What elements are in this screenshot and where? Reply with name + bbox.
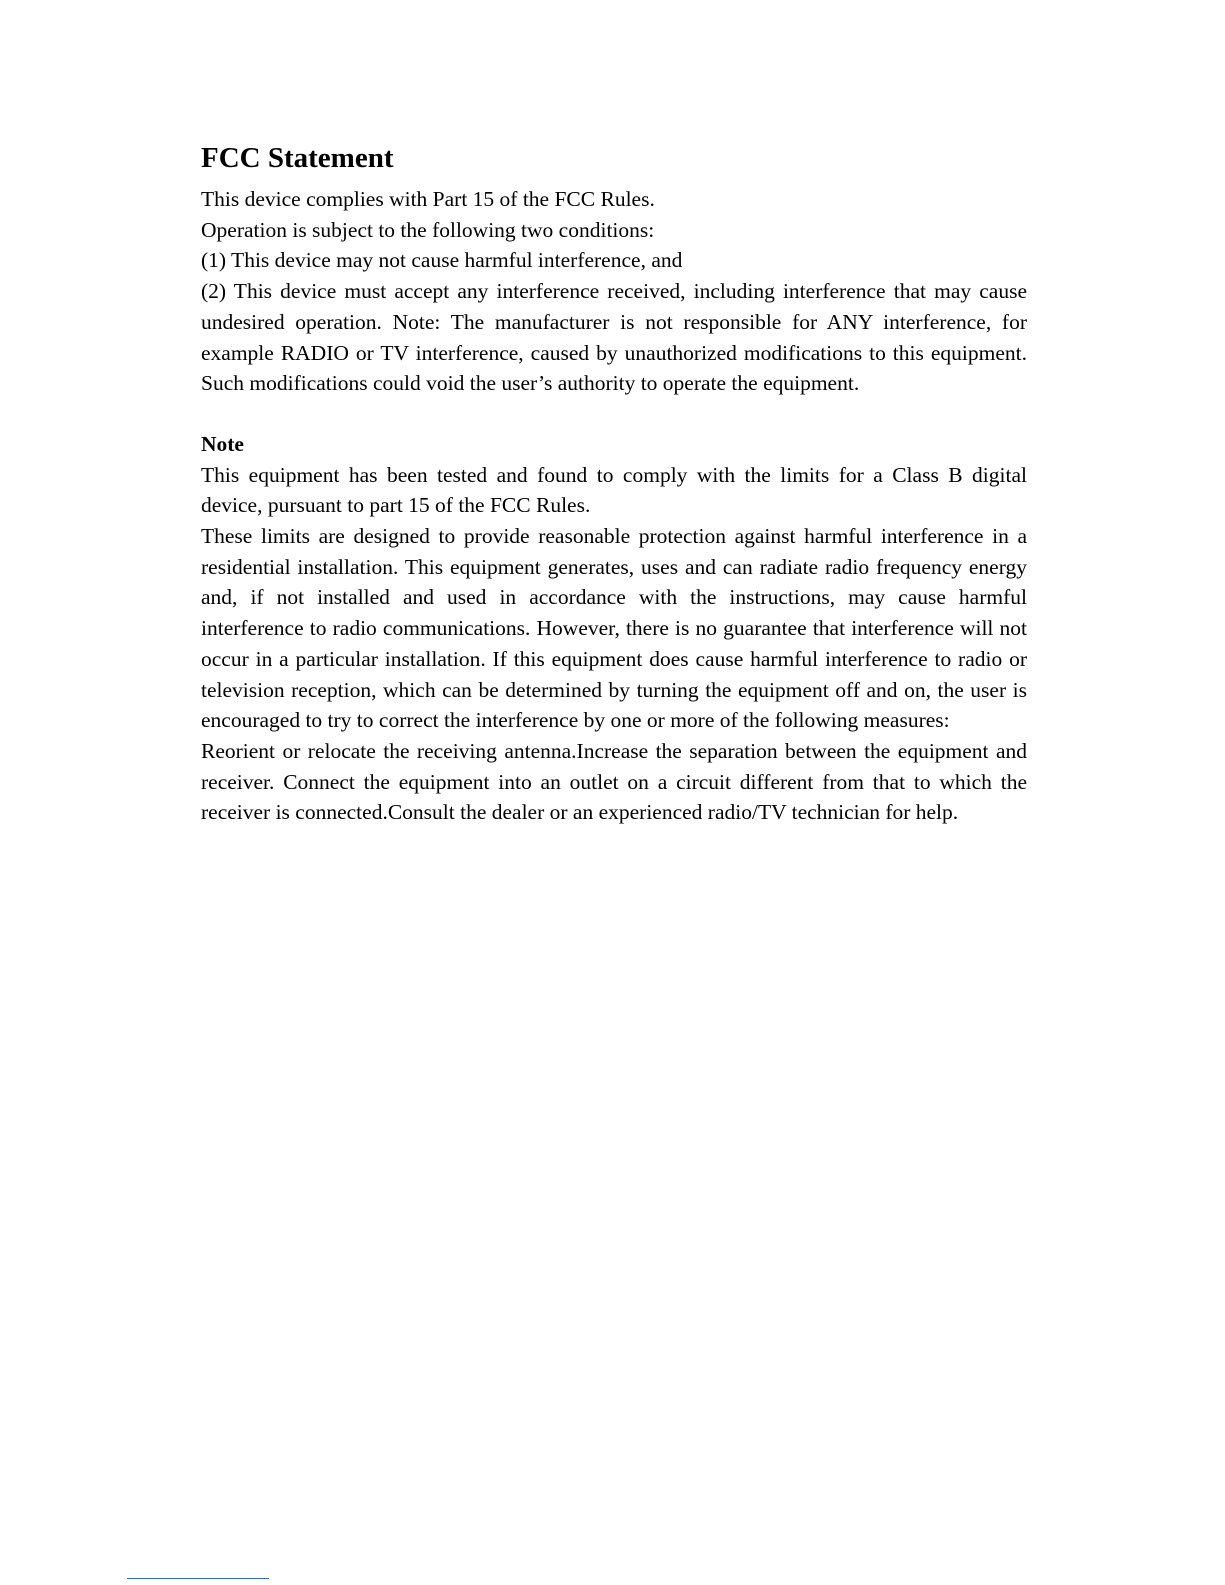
fcc-statement-title: FCC Statement (201, 142, 394, 174)
note-heading: Note (201, 431, 244, 456)
footnote-rule (127, 1578, 269, 1579)
note-paragraph-class-b: This equipment has been tested and found to comply with the limits for a Class B digital device, pursuant to part 15 of the FCC Rules. (201, 462, 1027, 518)
note-paragraph-limits: These limits are designed to provide reasonable protection against harmful interference in a residential installation. This equipment generates, uses and can radiate radio frequency energy and, if not installed and used in accordance with the instructions, may cause harmful interference to radio communications. However, there is no guarantee that interference will not occur in a particular installation. If this equipment does cause harmful interference to radio or television reception, which can be determined by turning the equipment off and on, the user is encouraged to try to correct the interference by one or more of the following measures: (201, 524, 1027, 733)
fcc-conditions-intro: Operation is subject to the following two conditions: (201, 217, 655, 242)
note-paragraph-measures: Reorient or relocate the receiving antenna.Increase the separation between the equipment and receiver. Connect the equipment into an outlet on a circuit different from that to which the receiver is connected.Consult the dealer or an experienced radio/TV technician for help. (201, 738, 1027, 825)
fcc-condition-1: (1) This device may not cause harmful interference, and (201, 248, 683, 273)
fcc-condition-2: (2) This device must accept any interference received, including interference that may cause undesired operation. Note: The manufacturer is not responsible for ANY interference, for example RADIO or TV interference, caused by unauthorized modifications to this equipment. Such modifications could void the user’s authority to operate the equipment. (201, 279, 1027, 396)
document-page (201, 138, 1027, 828)
section-spacer (201, 399, 1027, 429)
fcc-compliance-line: This device complies with Part 15 of the FCC Rules. (201, 187, 655, 211)
